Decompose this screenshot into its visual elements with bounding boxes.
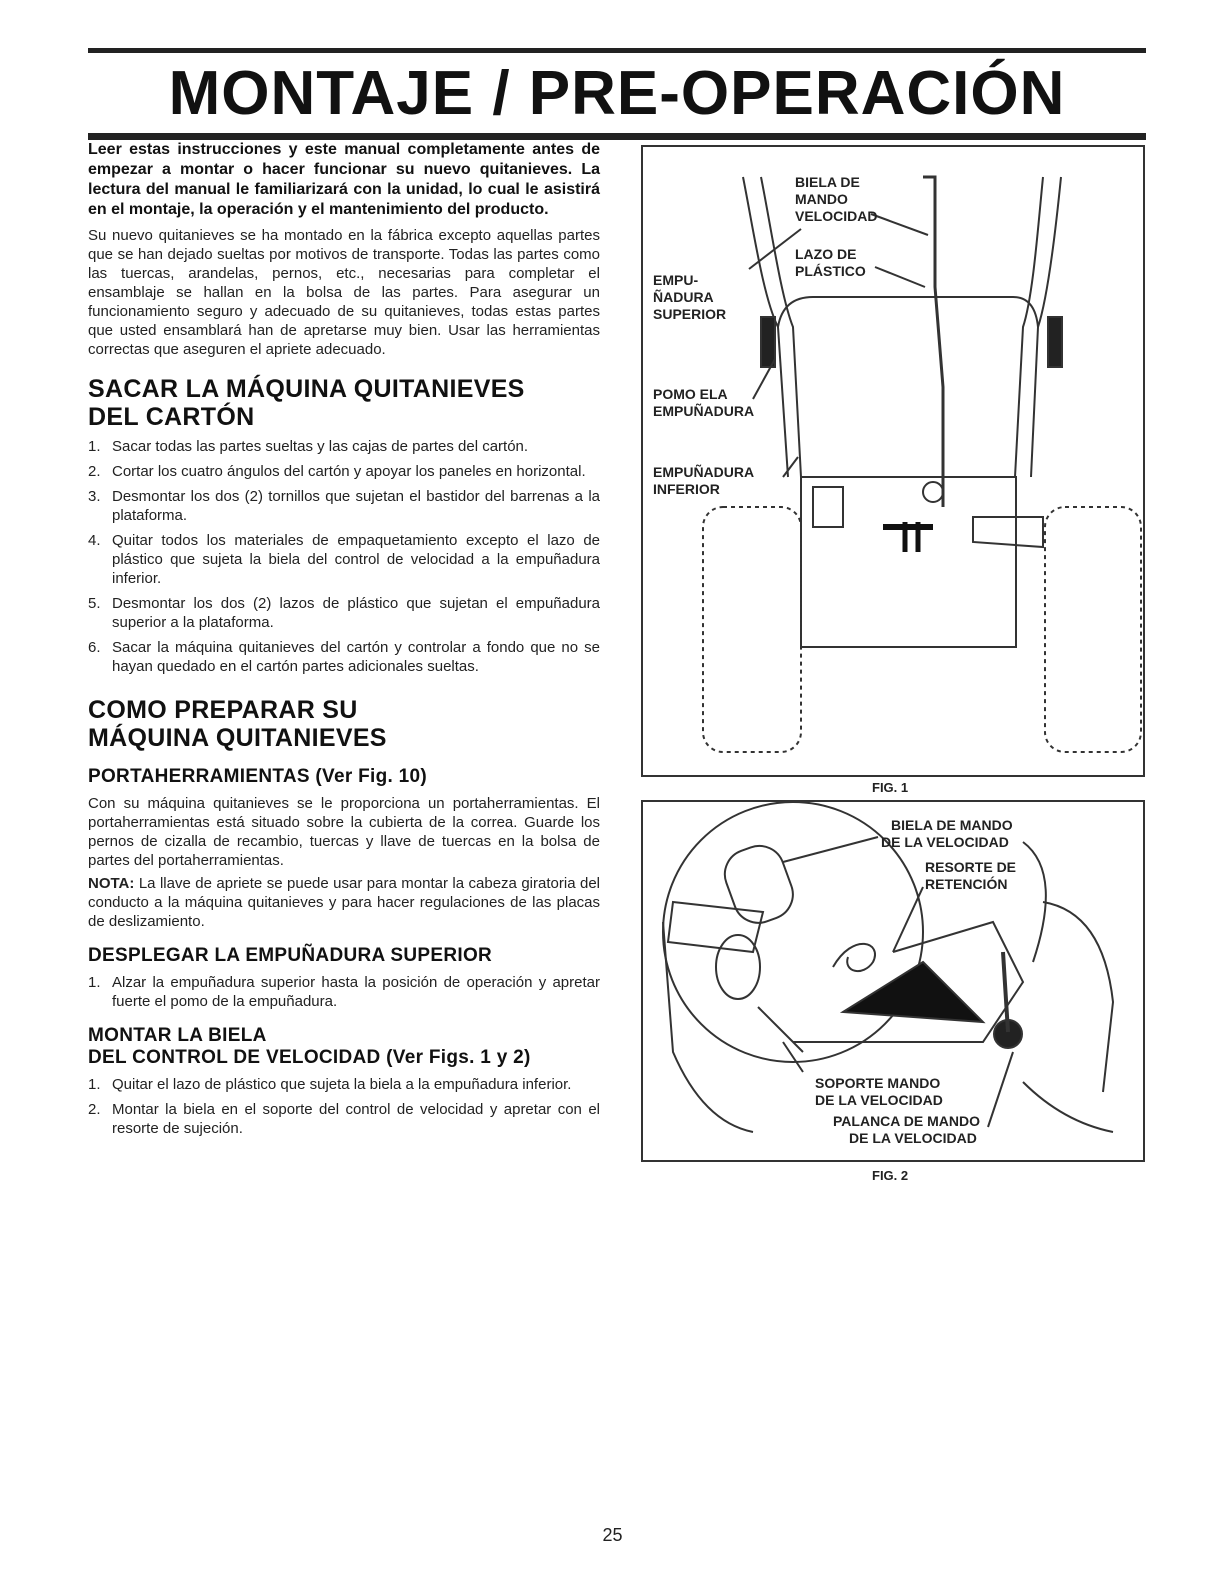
list-item (88, 1075, 600, 1094)
list-item (88, 531, 600, 588)
label-upper-2: ÑADURA (653, 289, 714, 305)
page-title: MONTAJE / PRE-OPERACIÓN (168, 58, 1066, 128)
label-loop-2: PLÁSTICO (795, 263, 866, 279)
label-loop-1: LAZO DE (795, 246, 857, 262)
step-text: Sacar la máquina quitanieves del cartón y controlar a fondo que no se hayan quedado en el cartón partes adicionales sueltas. (112, 639, 600, 675)
figure-1-caption: FIG. 1 (872, 780, 909, 795)
label-rod-3: VELOCIDAD (795, 208, 878, 224)
step-number: 3. (88, 488, 101, 505)
left-column (88, 140, 600, 1144)
label-upper-3: SUPERIOR (653, 306, 727, 322)
label2-rod-2: DE LA VELOCIDAD (881, 834, 1009, 850)
step-number: 2. (88, 463, 101, 480)
list-item (88, 437, 600, 456)
page-number: 25 (602, 1525, 623, 1545)
label-knob-2: EMPUÑADURA (653, 403, 755, 419)
step-number: 2. (88, 1101, 101, 1118)
label-upper-1: EMPU- (653, 272, 699, 288)
section-unbox-title (88, 375, 600, 431)
step-number: 6. (88, 639, 101, 656)
note-text: La llave de apriete se puede usar para montar la cabeza giratoria del conducto a la máquina quitanieves y para hacer regulaciones de las placas de deslizamiento. (88, 875, 600, 930)
unbox-steps-list (88, 437, 600, 676)
intro-bold-text: Leer estas instrucciones y este manual completamente antes de empezar a montar o hacer funcionar su nuevo quitanieves. La lectura del manual le familiarizará con la unidad, lo cual le asistirá en el montaje, la operación y el mantenimiento del producto. (88, 141, 600, 218)
label2-rod-1: BIELA DE MANDO (891, 817, 1013, 833)
list-item (88, 973, 600, 1011)
list-item (88, 1100, 600, 1138)
page-header (88, 48, 1146, 140)
list-item (88, 594, 600, 632)
rod-steps-list (88, 1075, 600, 1138)
section-prepare-title (88, 696, 600, 752)
figure-1-illustration (643, 147, 1143, 775)
step-number: 1. (88, 1076, 101, 1093)
label-rod-2: MANDO (795, 191, 848, 207)
tools-body-text: Con su máquina quitanieves se le proporciona un portaherramientas. El portaherramientas está situado sobre la cubierta de la correa. Guarde los pernos de cizalla de recambio, tuercas y llave de tuercas en la bolsa de partes del portaherramientas. (88, 795, 600, 869)
step-text: Montar la biela en el soporte del control de velocidad y apretar con el resorte de sujeción. (112, 1101, 600, 1137)
section-prepare-title-line1: COMO PREPARAR SU (88, 696, 358, 724)
figure-2-illustration (643, 802, 1143, 1160)
label2-bracket-1: SOPORTE MANDO (815, 1075, 941, 1091)
label2-lever-2: DE LA VELOCIDAD (849, 1130, 977, 1146)
label-lower-2: INFERIOR (653, 481, 720, 497)
step-text: Quitar el lazo de plástico que sujeta la biela a la empuñadura inferior. (112, 1076, 572, 1093)
step-text: Desmontar los dos (2) tornillos que sujetan el bastidor del barrenas a la plataforma. (112, 488, 600, 524)
step-number: 1. (88, 974, 101, 991)
tools-note (88, 874, 600, 931)
step-number: 4. (88, 532, 101, 549)
step-number: 5. (88, 595, 101, 612)
section-rod-title (88, 1025, 600, 1069)
step-number: 1. (88, 438, 101, 455)
list-item (88, 487, 600, 525)
figure-1 (641, 145, 1145, 777)
label2-lever-1: PALANCA DE MANDO (833, 1113, 980, 1129)
label2-spring-1: RESORTE DE (925, 859, 1017, 875)
step-text: Desmontar los dos (2) lazos de plástico que sujetan el empuñadura superior a la plataforma. (112, 595, 600, 631)
note-label: NOTA: (88, 875, 135, 892)
section-tools-title: PORTAHERRAMIENTAS (Ver Fig. 10) (88, 766, 428, 787)
intro-body-text: Su nuevo quitanieves se ha montado en la fábrica excepto aquellas partes que se han dejado sueltas por motivos de transporte. Todas las partes como las tuercas, arandelas, pernos, etc., necesarias para completar el ensamblaje se hallan en la bolsa de las partes. Para asegurar un funcionamiento seguro y adecuado de su quitanieves, todas estas partes que usted ensamblará han de apretarse muy bien. Usar las herramientas correctas que aseguren el apriete adecuado. (88, 227, 600, 358)
section-rod-title-line2: DEL CONTROL DE VELOCIDAD (Ver Figs. 1 y 2) (88, 1047, 531, 1068)
section-prepare-title-line2: MÁQUINA QUITANIEVES (88, 724, 387, 752)
section-handle-title: DESPLEGAR LA EMPUÑADURA SUPERIOR (88, 945, 493, 966)
section-unbox-title-line1: SACAR LA MÁQUINA QUITANIEVES (88, 375, 525, 403)
label2-spring-2: RETENCIÓN (925, 876, 1008, 892)
figure-2-caption: FIG. 2 (872, 1168, 909, 1183)
figure-2 (641, 800, 1145, 1162)
step-text: Quitar todos los materiales de empaquetamiento excepto el lazo de plástico que sujeta la biela del control de velocidad a la empuñadura inferior. (112, 532, 600, 587)
step-text: Alzar la empuñadura superior hasta la posición de operación y apretar fuerte el pomo de la empuñadura. (112, 974, 600, 1010)
list-item (88, 462, 600, 481)
handle-steps-list (88, 973, 600, 1011)
list-item (88, 638, 600, 676)
label-rod-1: BIELA DE (795, 174, 860, 190)
section-unbox-title-line2: DEL CARTÓN (88, 403, 255, 431)
label-lower-1: EMPUÑADURA (653, 464, 755, 480)
label-knob-1: POMO ELA (653, 386, 728, 402)
step-text: Sacar todas las partes sueltas y las cajas de partes del cartón. (112, 438, 529, 455)
section-rod-title-line1: MONTAR LA BIELA (88, 1025, 267, 1046)
label2-bracket-2: DE LA VELOCIDAD (815, 1092, 943, 1108)
step-text: Cortar los cuatro ángulos del cartón y apoyar los paneles en horizontal. (112, 463, 586, 480)
